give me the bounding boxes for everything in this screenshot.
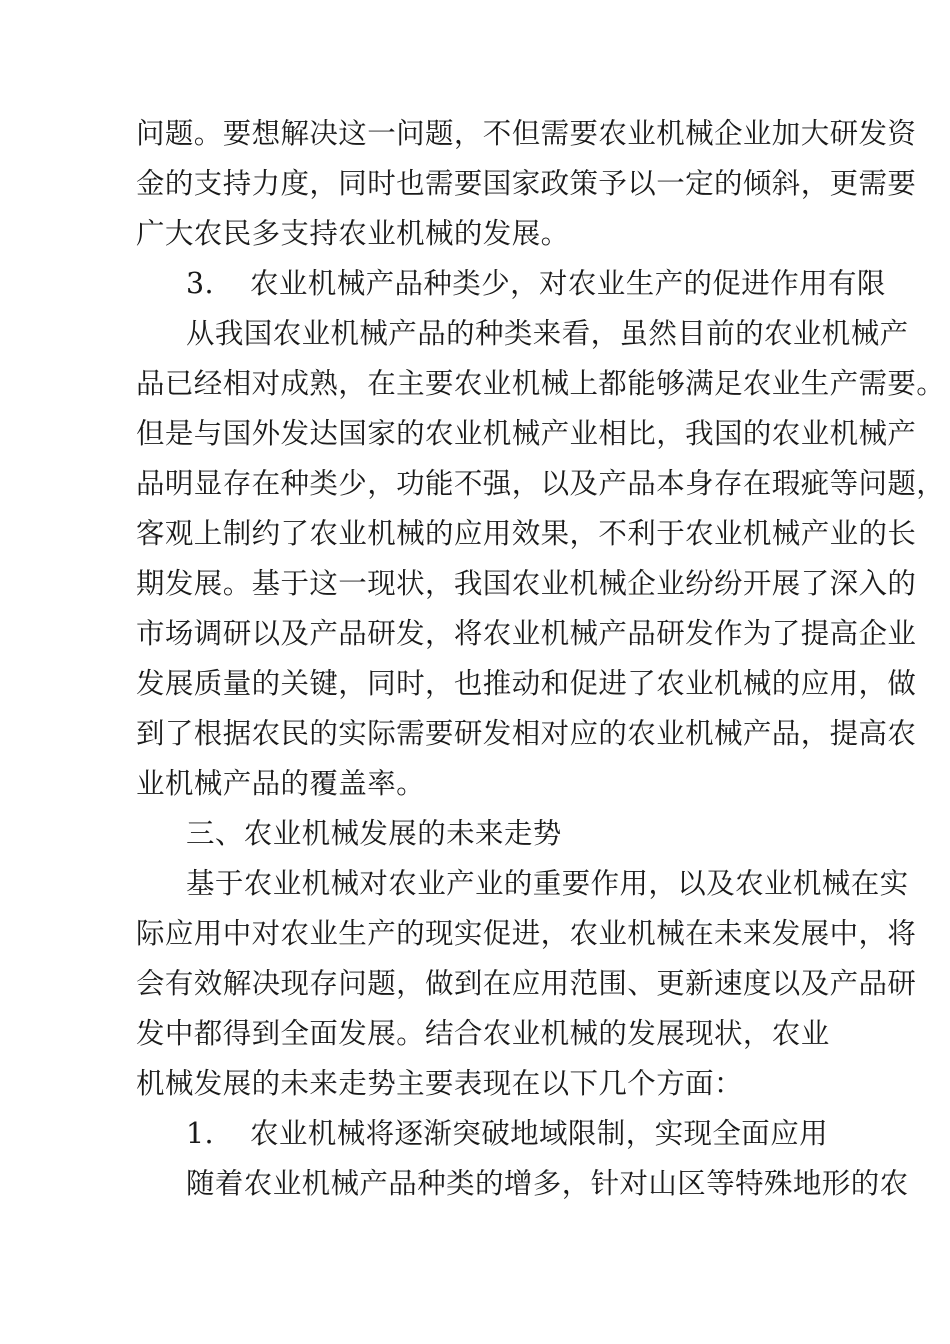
subheading-number: 1.: [186, 1117, 214, 1150]
text-line: 际应用中对农业生产的现实促进，农业机械在未来发展中，将: [136, 917, 917, 950]
text-line: 广大农民多支持农业机械的发展。: [136, 217, 570, 250]
text-line: 品明显存在种类少，功能不强，以及产品本身存在瑕疵等问题，: [136, 467, 946, 500]
text-line: 发中都得到全面发展。结合农业机械的发展现状，农业: [136, 1017, 830, 1050]
text-line: 从我国农业机械产品的种类来看，虽然目前的农业机械产: [186, 317, 909, 350]
subheading-text: 农业机械将逐渐突破地域限制，实现全面应用: [250, 1117, 829, 1150]
text-line: 业机械产品的覆盖率。: [136, 767, 426, 800]
text-line: 期发展。基于这一现状，我国农业机械企业纷纷开展了深入的: [136, 567, 917, 600]
text-line: 问题。要想解决这一问题，不但需要农业机械企业加大研发资: [136, 117, 917, 150]
section-heading: 三、农业机械发展的未来走势: [186, 817, 562, 850]
text-line: 但是与国外发达国家的农业机械产业相比，我国的农业机械产: [136, 417, 917, 450]
text-line: 随着农业机械产品种类的增多，针对山区等特殊地形的农: [186, 1167, 909, 1200]
text-line: 品已经相对成熟，在主要农业机械上都能够满足农业生产需要。: [136, 367, 946, 400]
text-line: 机械发展的未来走势主要表现在以下几个方面：: [136, 1067, 743, 1100]
text-line: 会有效解决现存问题，做到在应用范围、更新速度以及产品研: [136, 967, 917, 1000]
subheading-1: [186, 1116, 828, 1152]
text-line: 发展质量的关键，同时，也推动和促进了农业机械的应用，做: [136, 667, 917, 700]
subheading-number: 3.: [186, 267, 214, 300]
text-line: 到了根据农民的实际需要研发相对应的农业机械产品，提高农: [136, 717, 917, 750]
subheading-text: 农业机械产品种类少，对农业生产的促进作用有限: [250, 267, 886, 300]
text-line: 客观上制约了农业机械的应用效果，不利于农业机械产业的长: [136, 517, 917, 550]
text-line: 金的支持力度，同时也需要国家政策予以一定的倾斜，更需要: [136, 167, 917, 200]
text-line: 基于农业机械对农业产业的重要作用，以及农业机械在实: [186, 867, 909, 900]
subheading-3: [186, 266, 886, 302]
text-line: 市场调研以及产品研发，将农业机械产品研发作为了提高企业: [136, 617, 917, 650]
